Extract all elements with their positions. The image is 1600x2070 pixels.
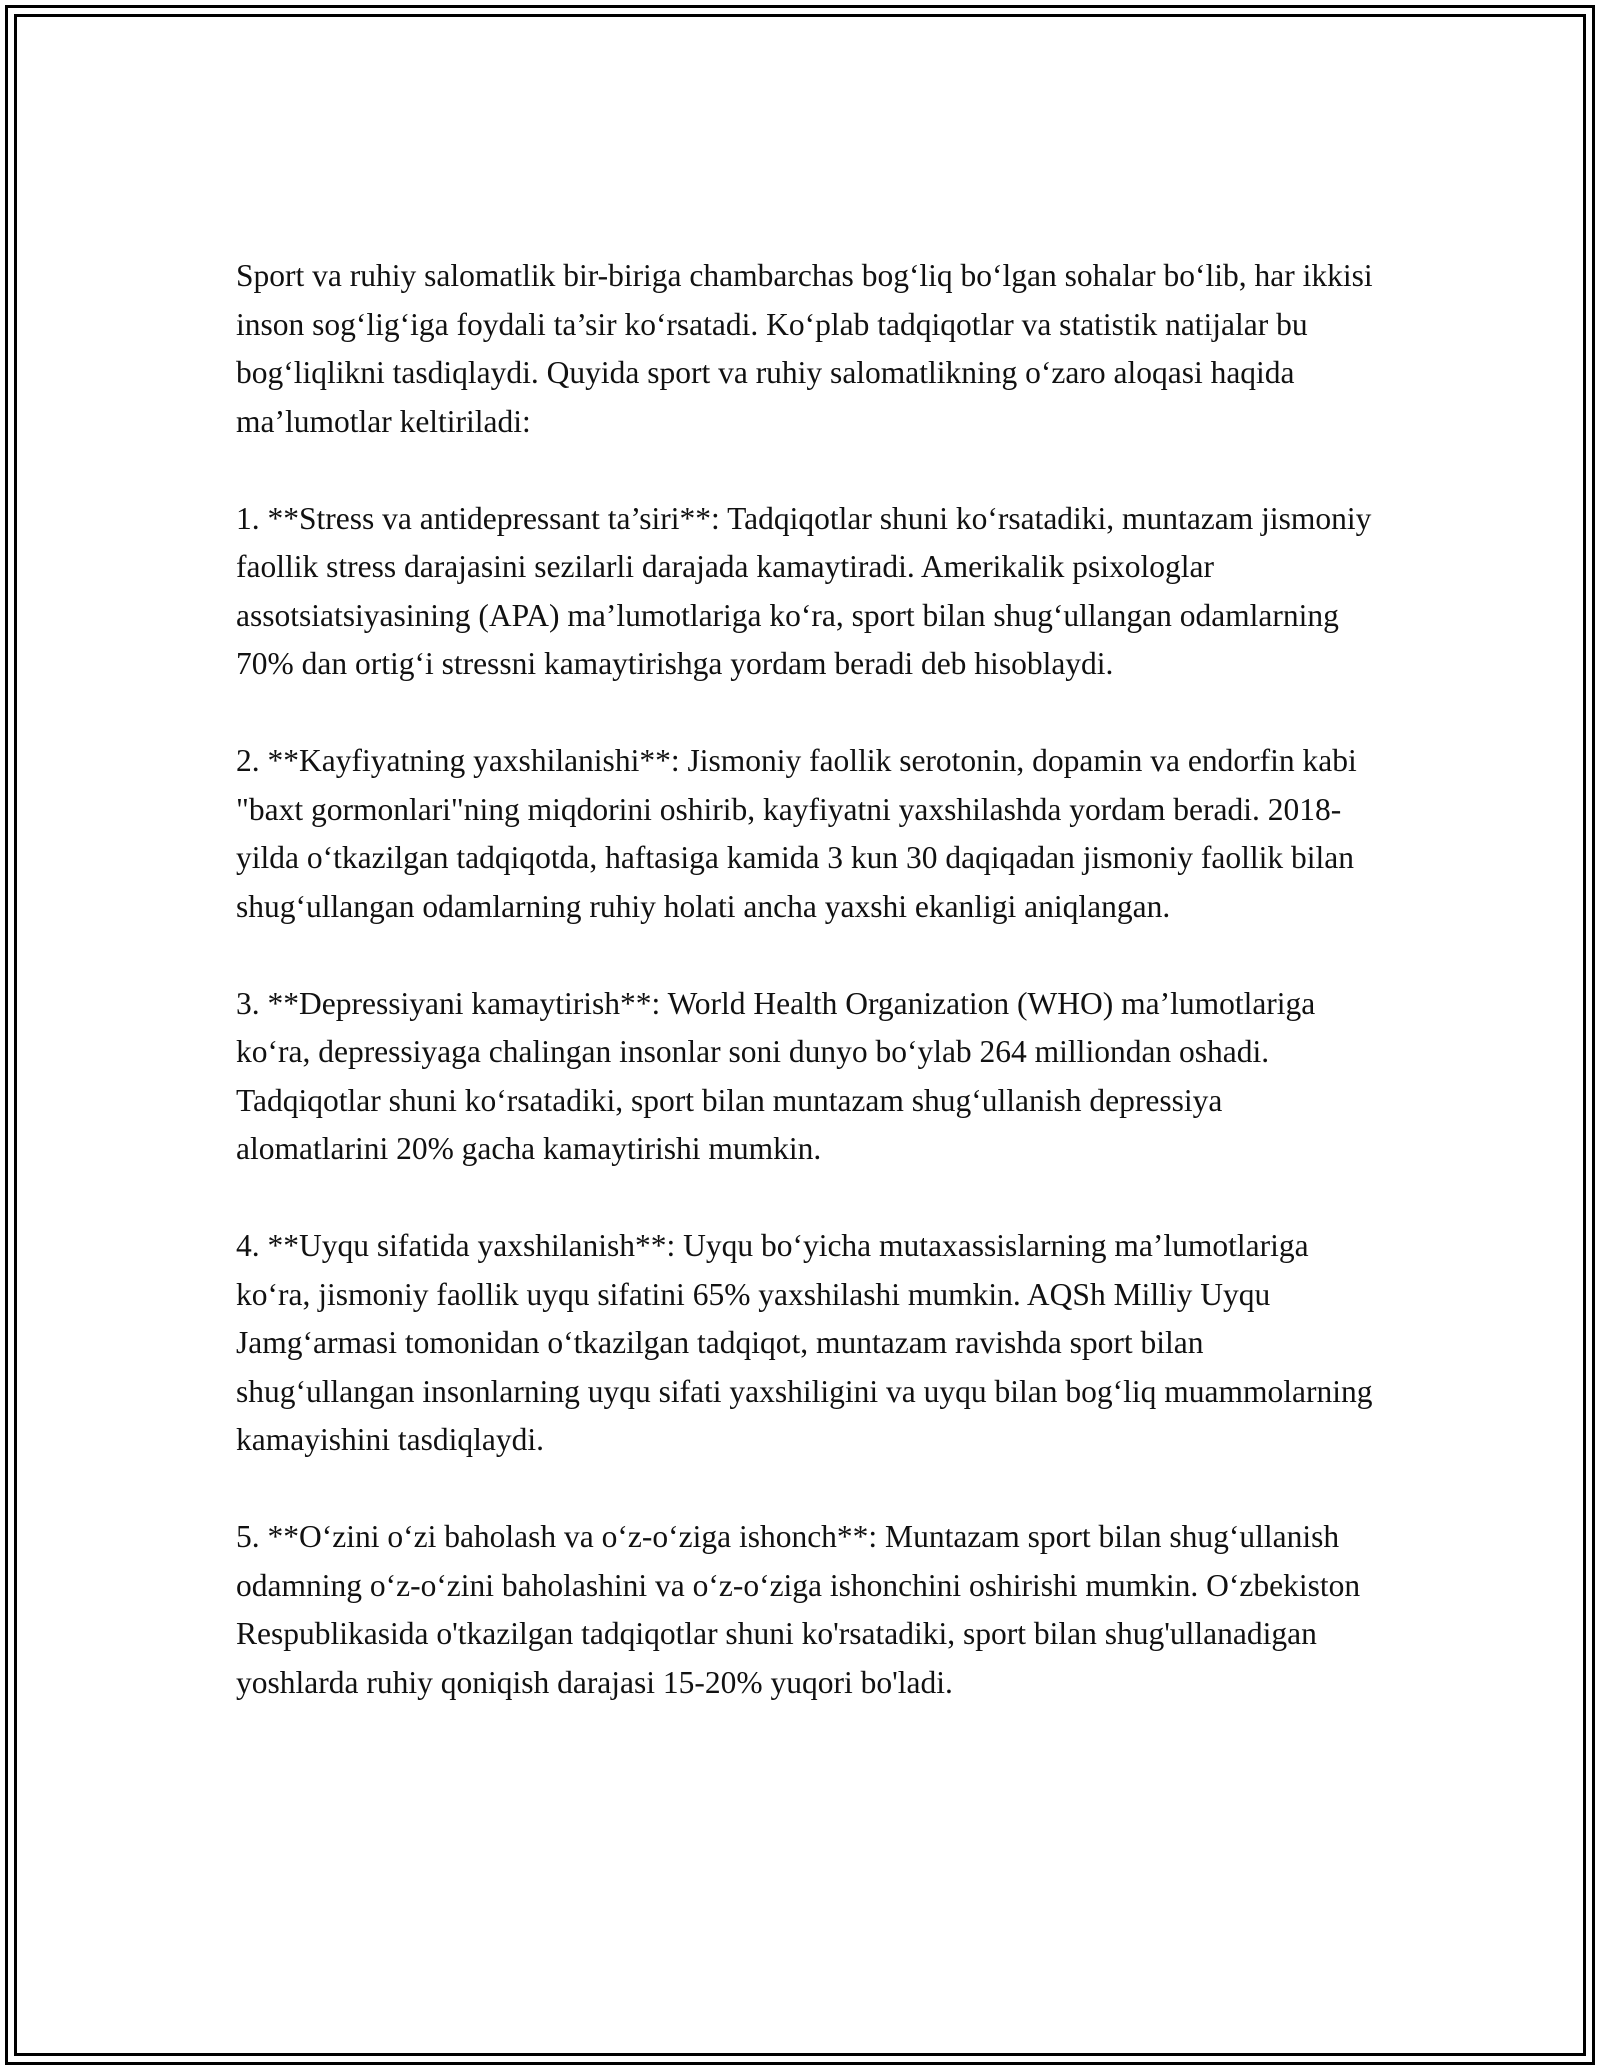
paragraph-stress: 1. **Stress va antidepressant ta’siri**: Tadqiqotlar shuni ko‘rsatadiki, muntazam jismoniy faollik stress darajasini sezilarli darajada kamaytiradi. Amerikalik psixologlar assotsiatsiyasining (APA) ma’lumotlariga ko‘ra, sport bilan shug‘ullangan odamlarning 70% dan ortig‘i stressni kamaytirishga yordam beradi deb hisoblaydi. <box>236 500 1372 681</box>
paragraph-sleep: 4. **Uyqu sifatida yaxshilanish**: Uyqu bo‘yicha mutaxassislarning ma’lumotlariga ko‘ra, jismoniy faollik uyqu sifatini 65% yaxshilashi mumkin. AQSh Milliy Uyqu Jamg‘armasi tomonidan o‘tkazilgan tadqiqot, muntazam ravishda sport bilan shug‘ullangan insonlarning uyqu sifati yaxshiligini va uyqu bilan bog‘liq muammolarning kamayishini tasdiqlaydi. <box>236 1228 1373 1457</box>
paragraph-mood: 2. **Kayfiyatning yaxshilanishi**: Jismoniy faollik serotonin, dopamin va endorfin kabi "baxt gormonlari"ning miqdorini oshirib, kayfiyatni yaxshilashda yordam beradi. 2018-yilda o‘tkazilgan tadqiqotda, haftasiga kamida 3 kun 30 daqiqadan jismoniy faollik bilan shug‘ullangan odamlarning ruhiy holati ancha yaxshi ekanligi aniqlangan. <box>236 743 1357 924</box>
document-body <box>236 252 1376 1756</box>
paragraph-self-esteem: 5. **O‘zini o‘zi baholash va o‘z-o‘ziga ishonch**: Muntazam sport bilan shug‘ullanish odamning o‘z-o‘zini baholashini va o‘z-o‘ziga ishonchini oshirishi mumkin. O‘zbekiston Respublikasida o'tkazilgan tadqiqotlar shuni ko'rsatadiki, sport bilan shug'ullanadigan yoshlarda ruhiy qoniqish darajasi 15-20% yuqori bo'ladi. <box>236 1519 1361 1700</box>
intro-paragraph: Sport va ruhiy salomatlik bir-biriga chambarchas bog‘liq bo‘lgan sohalar bo‘lib, har ikkisi inson sog‘lig‘iga foydali ta’sir ko‘rsatadi. Ko‘plab tadqiqotlar va statistik natijalar bu bog‘liqlikni tasdiqlaydi. Quyida sport va ruhiy salomatlikning o‘zaro aloqasi haqida ma’lumotlar keltiriladi: <box>236 258 1373 439</box>
paragraph-depression: 3. **Depressiyani kamaytirish**: World Health Organization (WHO) ma’lumotlariga ko‘ra, depressiyaga chalingan insonlar soni dunyo bo‘ylab 264 milliondan oshadi. Tadqiqotlar shuni ko‘rsatadiki, sport bilan muntazam shug‘ullanish depressiya alomatlarini 20% gacha kamaytirishi mumkin. <box>236 985 1316 1166</box>
